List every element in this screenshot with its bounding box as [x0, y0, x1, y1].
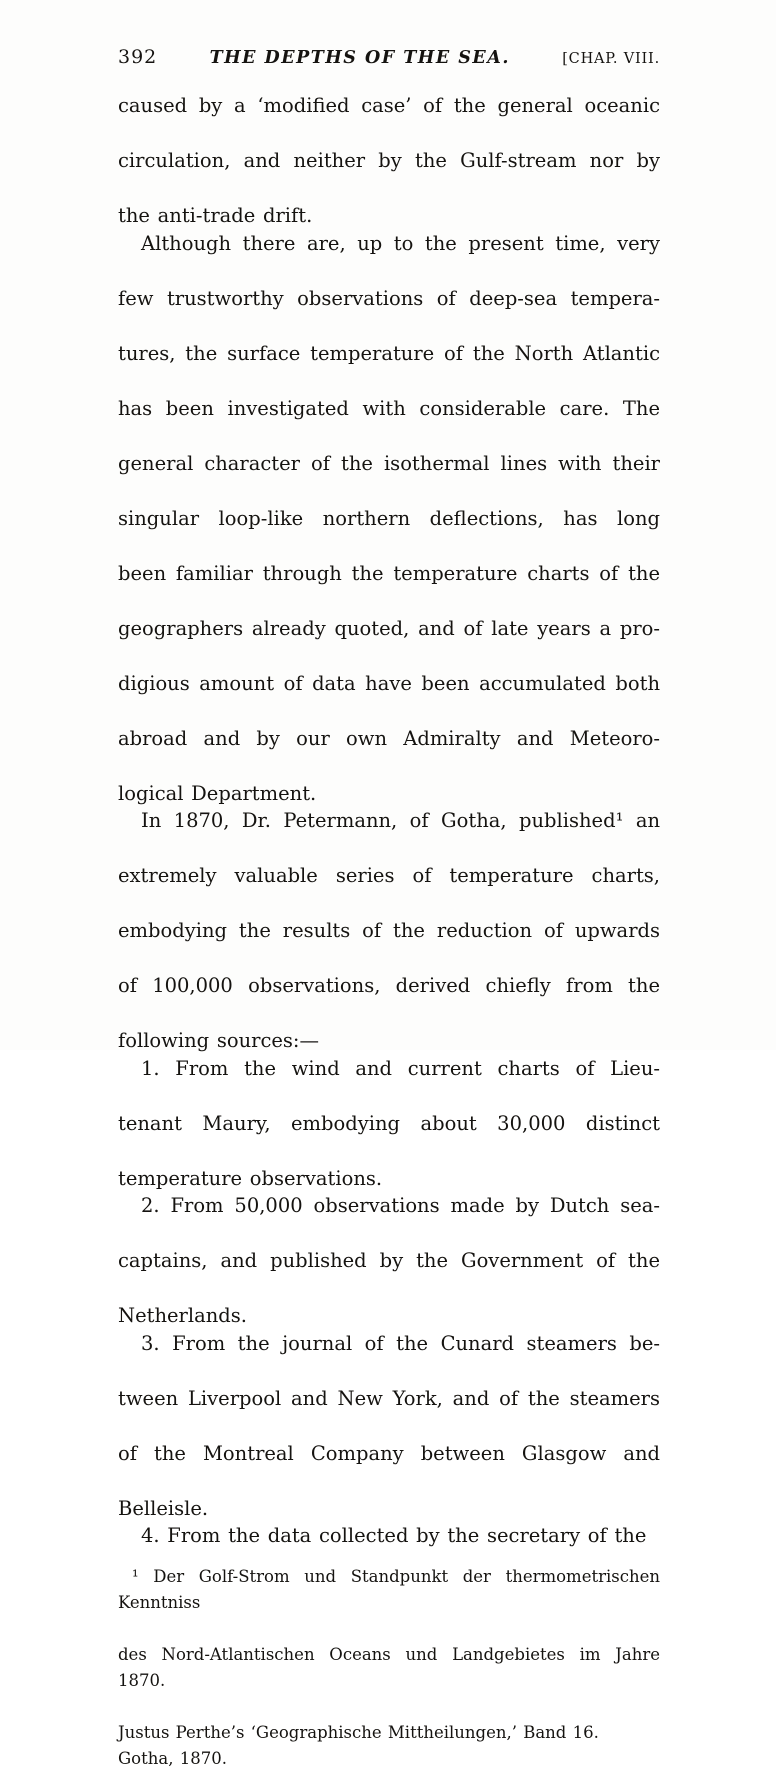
- chapter-marker: [CHAP. VIII.: [562, 51, 660, 67]
- text-line: of the Montreal Company between Glasgow and: [118, 1441, 660, 1465]
- text-line: Although there are, up to the present time, very: [141, 231, 660, 255]
- text-line: 3. From the journal of the Cunard steamers be-: [141, 1331, 660, 1355]
- text-line: 4. From the data collected by the secretary of the: [141, 1524, 647, 1547]
- text-line: the anti-trade drift.: [118, 204, 313, 227]
- text-line: caused by a ‘modified case’ of the general oceanic: [118, 94, 660, 117]
- text-line: logical Department.: [118, 781, 317, 805]
- paragraph: [118, 1522, 660, 1550]
- text-line: circulation, and neither by the Gulf-stream nor by: [118, 149, 660, 172]
- text-line: tures, the surface temperature of the North Atlantic: [118, 341, 660, 365]
- text-line: of 100,000 observations, derived chiefly from the: [118, 974, 660, 997]
- page-number: 392: [118, 46, 158, 68]
- paragraph: [118, 92, 660, 230]
- text-line: In 1870, Dr. Petermann, of Gotha, published¹ an: [141, 809, 660, 832]
- text-line: following sources:—: [118, 1029, 320, 1052]
- paragraph: [118, 1330, 660, 1523]
- text-line: geographers already quoted, and of late years a pro-: [118, 616, 660, 640]
- text-line: has been investigated with considerable care. The: [118, 396, 660, 420]
- footnote-line: ¹ Der Golf-Strom und Standpunkt der thermometrischen Kenntniss: [118, 1566, 660, 1612]
- text-line: 1. From the wind and current charts of Lieu-: [141, 1056, 660, 1080]
- text-line: captains, and published by the Government of the: [118, 1249, 660, 1272]
- page-header: [118, 46, 660, 68]
- text-line: been familiar through the temperature charts of the: [118, 561, 660, 585]
- footnote-line: des Nord-Atlantischen Oceans und Landgebietes im Jahre 1870.: [118, 1644, 660, 1690]
- footnote-line: Justus Perthe’s ‘Geographische Mittheilungen,’ Band 16. Gotha, 1870.: [118, 1722, 599, 1768]
- text-line: singular loop-like northern deflections, has long: [118, 506, 660, 530]
- paragraph: [118, 1192, 660, 1330]
- text-line: general character of the isothermal lines with their: [118, 451, 660, 475]
- text-line: digious amount of data have been accumulated both: [118, 671, 660, 695]
- text-line: temperature observations.: [118, 1166, 383, 1190]
- text-line: Netherlands.: [118, 1304, 247, 1327]
- text-line: tween Liverpool and New York, and of the steamers: [118, 1386, 660, 1410]
- paragraph: [118, 1055, 660, 1193]
- text-line: tenant Maury, embodying about 30,000 distinct: [118, 1111, 660, 1135]
- running-title: THE DEPTHS OF THE SEA.: [209, 48, 510, 68]
- text-line: Belleisle.: [118, 1496, 209, 1520]
- page-body: [118, 92, 660, 1550]
- paragraph: [118, 230, 660, 808]
- text-line: 2. From 50,000 observations made by Dutch sea-: [141, 1194, 660, 1217]
- text-line: embodying the results of the reduction of upwards: [118, 919, 660, 942]
- text-line: abroad and by our own Admiralty and Meteoro-: [118, 726, 660, 750]
- footnote: [118, 1564, 660, 1772]
- text-line: extremely valuable series of temperature charts,: [118, 864, 660, 887]
- paragraph: [118, 807, 660, 1055]
- text-line: few trustworthy observations of deep-sea tempera-: [118, 286, 660, 310]
